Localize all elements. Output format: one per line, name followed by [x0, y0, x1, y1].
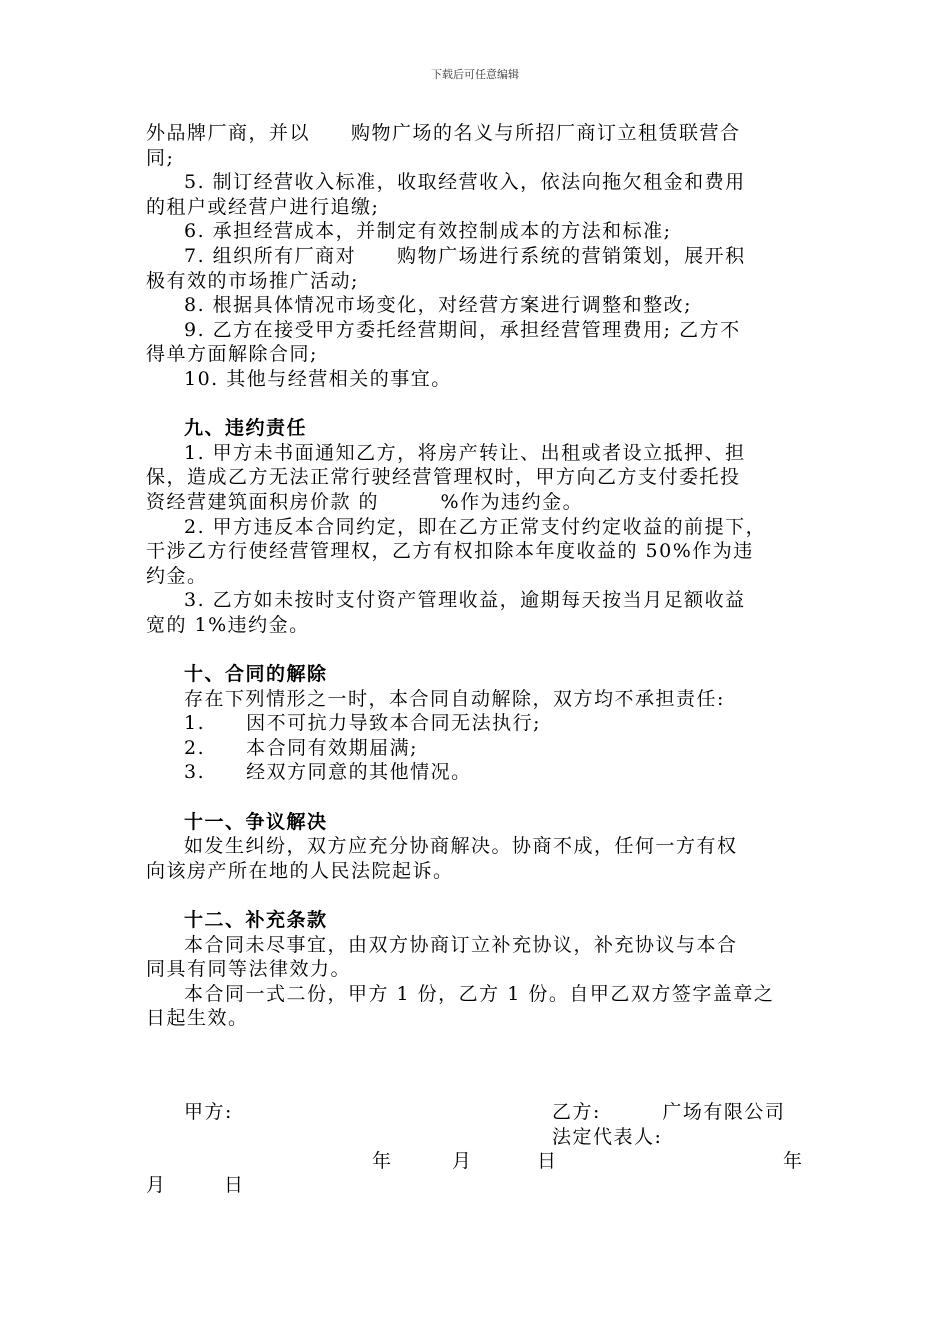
s12-p1-line1: 本合同未尽事宜，由双方协商订立补充协议，补充协议与本合 [184, 933, 738, 956]
s12-p2-line1: 本合同一式二份，甲方 1 份，乙方 1 份。自甲乙双方签字盖章之 [184, 982, 775, 1005]
item8: 8. 根据具体情况市场变化，对经营方案进行调整和整改; [184, 294, 693, 317]
item5-line1: 5. 制订经营收入标准，收取经营收入，依法向拖欠租金和费用 [184, 171, 746, 194]
s10-item2: 2. 本合同有效期届满; [184, 736, 419, 759]
date-year-a: 年 [372, 1150, 393, 1172]
s9-p1-line1: 1. 甲方未书面通知乙方，将房产转让、出租或者设立抵押、担 [184, 441, 746, 464]
section11-heading: 十一、争议解决 [184, 810, 328, 833]
section8-cont-line2: 同; [146, 146, 175, 169]
section9-heading: 九、违约责任 [184, 417, 308, 440]
item10: 10. 其他与经营相关的事宜。 [184, 367, 452, 390]
s10-item3: 3. 经双方同意的其他情况。 [184, 761, 472, 784]
s10-item1: 1. 因不可抗力导致本合同无法执行; [184, 712, 542, 735]
party-b-label: 乙方: 广场有限公司 [552, 1101, 786, 1123]
s9-p3-line1: 3. 乙方如未按时支付资产管理收益，逾期每天按当月足额收益 [184, 589, 746, 612]
date-day-b: 日 [224, 1174, 245, 1196]
s9-p2-line3: 约金。 [146, 564, 208, 587]
date-month-a: 月 [452, 1150, 473, 1172]
date-month-b: 月 [146, 1174, 167, 1196]
s10-intro: 存在下列情形之一时，本合同自动解除，双方均不承担责任: [184, 687, 725, 710]
s11-p1-line2: 向该房产所在地的人民法院起诉。 [146, 859, 454, 882]
item7-line1: 7. 组织所有厂商对 购物广场进行系统的营销策划，展开积 [184, 244, 746, 267]
s9-p2-line1: 2. 甲方违反本合同约定，即在乙方正常支付约定收益的前提下， [184, 515, 767, 538]
s9-p1-line2: 保，造成乙方无法正常行驶经营管理权时，甲方向乙方支付委托投 [146, 466, 741, 489]
item7-line2: 极有效的市场推广活动; [146, 269, 359, 292]
item9-line2: 得单方面解除合同; [146, 343, 318, 366]
date-year-b: 年 [783, 1150, 804, 1172]
s9-p2-line2: 干涉乙方行使经营管理权，乙方有权扣除本年度收益的 50%作为违 [146, 540, 754, 563]
date-day-a: 日 [537, 1150, 558, 1172]
legal-rep-label: 法定代表人: [552, 1126, 663, 1148]
s12-p1-line2: 同具有同等法律效力。 [146, 958, 352, 981]
s9-p3-line2: 宽的 1%违约金。 [146, 613, 310, 636]
section10-heading: 十、合同的解除 [184, 663, 328, 686]
item9-line1: 9. 乙方在接受甲方委托经营期间，承担经营管理费用; 乙方不 [184, 318, 741, 341]
s12-p2-line2: 日起生效。 [146, 1007, 249, 1030]
s11-p1-line1: 如发生纠纷，双方应充分协商解决。协商不成，任何一方有权 [184, 835, 738, 858]
section12-heading: 十二、补充条款 [184, 909, 328, 931]
page-header-note: 下载后可任意编辑 [431, 68, 519, 81]
party-a-label: 甲方: [184, 1101, 233, 1123]
item6: 6. 承担经营成本，并制定有效控制成本的方法和标准; [184, 220, 672, 243]
section8-cont-line1: 外品牌厂商，并以 购物广场的名义与所招厂商订立租赁联营合 [146, 122, 741, 144]
contract-body [146, 121, 810, 1031]
s9-p1-line3: 资经营建筑面积房价款 的 %作为违约金。 [146, 490, 584, 513]
item5-line2: 的租户或经营户进行追缴; [146, 195, 380, 218]
